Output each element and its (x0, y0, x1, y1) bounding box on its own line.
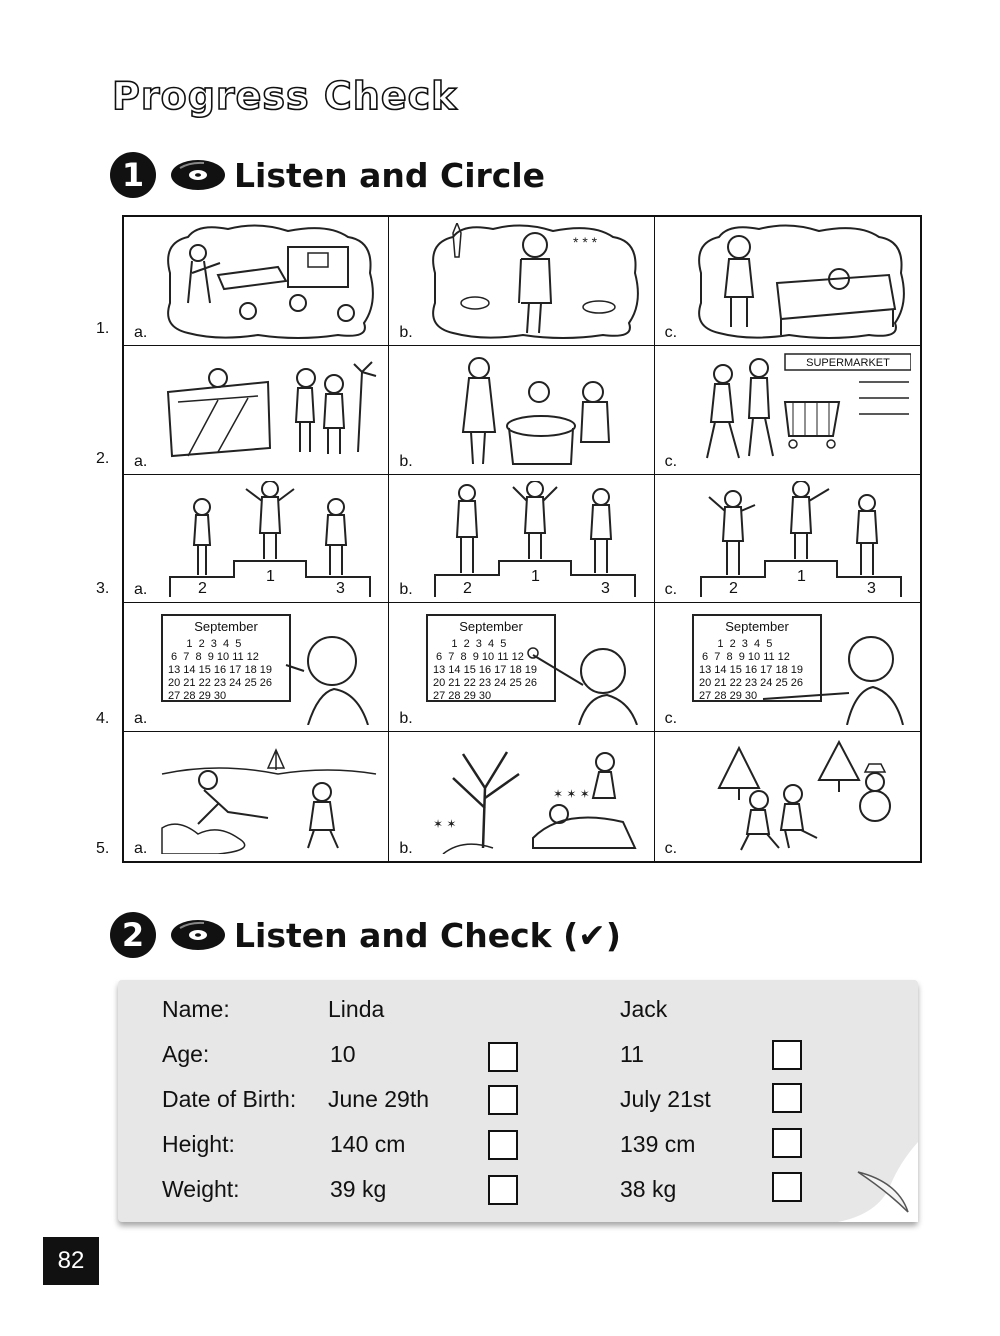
jack-age-checkbox[interactable] (772, 1040, 802, 1070)
option-label: c. (664, 840, 678, 857)
podium-place: 3 (601, 579, 611, 597)
option-label: a. (134, 452, 148, 470)
option-label: a. (134, 840, 148, 857)
linda-weight: 39 kg (330, 1176, 387, 1202)
linda-age-checkbox[interactable] (488, 1042, 518, 1072)
jack-date-of-birth-checkbox[interactable] (772, 1083, 802, 1113)
calendar-week: 13 14 15 16 17 18 19 (168, 664, 272, 677)
option-2a[interactable] (124, 346, 389, 475)
podium-place: 1 (266, 567, 275, 585)
row-number-4: 4. (96, 710, 110, 727)
sick-in-bed-picture (689, 223, 911, 339)
linda-date-of-birth: June 29th (328, 1086, 430, 1112)
calendar-week: 1 2 3 4 5 (698, 638, 773, 651)
jack-weight-checkbox[interactable] (772, 1172, 802, 1202)
podium-picture (158, 481, 380, 597)
jack-date-of-birth: July 21st (620, 1086, 711, 1112)
label-date-of-birth: Date of Birth: (162, 1086, 297, 1112)
option-5b[interactable] (389, 732, 654, 861)
label-height: Height: (162, 1131, 235, 1157)
podium-place: 3 (336, 579, 345, 597)
section-1-title: Listen and Circle (234, 155, 546, 195)
podium-place: 1 (531, 567, 541, 585)
option-4c[interactable] (655, 603, 920, 732)
podium-place: 2 (198, 579, 207, 597)
calendar-picture (423, 609, 645, 725)
supermarket-sign: SUPERMARKET (805, 356, 890, 369)
jack-weight: 38 kg (620, 1176, 677, 1202)
calendar-week: 20 21 22 23 24 25 26 (433, 677, 538, 690)
linda-age: 10 (330, 1041, 356, 1067)
linda-weight-checkbox[interactable] (488, 1175, 518, 1205)
option-5c[interactable] (655, 732, 920, 861)
linda-height-checkbox[interactable] (488, 1130, 518, 1160)
row-number-1: 1. (96, 320, 110, 337)
calendar-week: 27 28 29 30 (168, 690, 227, 703)
option-3a[interactable] (124, 475, 389, 604)
option-4b[interactable] (389, 603, 654, 732)
section-2-heading (110, 912, 621, 958)
page-title: Progress Check (112, 74, 458, 118)
linda-date-of-birth-checkbox[interactable] (488, 1085, 518, 1115)
calendar-picture (689, 609, 911, 725)
row-number-5: 5. (96, 840, 110, 857)
supermarket-picture (689, 352, 911, 468)
jack-height-checkbox[interactable] (772, 1128, 802, 1158)
option-label: b. (399, 323, 413, 341)
calendar-week: 20 21 22 23 24 25 26 (698, 677, 803, 690)
option-label: b. (399, 840, 413, 857)
podium-picture (689, 481, 911, 597)
calendar-picture (158, 609, 380, 725)
option-4a[interactable] (124, 603, 389, 732)
jack-name: Jack (620, 996, 668, 1022)
label-age: Age: (162, 1041, 210, 1067)
astronaut-picture (423, 223, 645, 339)
option-label: b. (399, 452, 413, 470)
calendar-month: September (459, 619, 524, 635)
calendar-week: 27 28 29 30 (698, 690, 757, 703)
calendar-week: 13 14 15 16 17 18 19 (698, 664, 803, 677)
calendar-week: 1 2 3 4 5 (168, 638, 242, 651)
calendar-week: 1 2 3 4 5 (433, 638, 507, 651)
option-label: a. (134, 581, 148, 599)
svg-text:✶ ✶: ✶ ✶ (433, 817, 457, 832)
option-2c[interactable] (655, 346, 920, 475)
winter-snow-picture (689, 738, 911, 854)
page-number: 82 (43, 1237, 99, 1285)
option-label: c. (664, 710, 678, 728)
podium-picture (423, 481, 645, 597)
option-3c[interactable] (655, 475, 920, 604)
label-weight: Weight: (162, 1176, 240, 1202)
calendar-week: 20 21 22 23 24 25 26 (168, 677, 272, 690)
jack-age: 11 (620, 1041, 644, 1067)
option-label: c. (664, 323, 678, 341)
option-1b[interactable] (389, 217, 654, 346)
page-curl-icon (838, 1142, 918, 1222)
svg-text:* * *: * * * (573, 234, 598, 250)
svg-text:✶ ✶ ✶: ✶ ✶ ✶ (553, 787, 591, 802)
linda-height: 140 cm (330, 1131, 406, 1157)
calendar-week: 6 7 8 9 10 11 12 (168, 651, 259, 664)
cd-icon (170, 158, 226, 192)
jack-height: 139 cm (620, 1131, 696, 1157)
option-label: a. (134, 323, 148, 341)
option-2b[interactable] (389, 346, 654, 475)
option-label: c. (664, 452, 678, 470)
calendar-week: 6 7 8 9 10 11 12 (433, 651, 525, 664)
section-1-heading (110, 152, 545, 198)
option-3b[interactable] (389, 475, 654, 604)
podium-place: 2 (728, 579, 738, 597)
cafe-picture (423, 352, 645, 468)
summer-beach-picture (158, 738, 380, 854)
option-label: a. (134, 710, 148, 728)
playground-picture (158, 352, 380, 468)
autumn-leaves-picture (423, 738, 645, 854)
label-name: Name: (162, 996, 230, 1022)
calendar-week: 27 28 29 30 (433, 690, 492, 703)
calendar-week: 6 7 8 9 10 11 12 (698, 651, 790, 664)
classroom-picture (158, 223, 380, 339)
section-2-title: Listen and Check (✔) (234, 915, 621, 955)
cd-icon (170, 918, 226, 952)
podium-place: 3 (866, 579, 876, 597)
row-number-2: 2. (96, 450, 110, 467)
podium-place: 1 (796, 567, 806, 585)
section-2-number: 2 (110, 912, 156, 958)
listen-and-check-card (118, 980, 918, 1222)
option-1a[interactable] (124, 217, 389, 346)
option-label: b. (399, 581, 413, 599)
podium-place: 2 (463, 579, 473, 597)
row-number-3: 3. (96, 580, 110, 597)
calendar-month: September (194, 619, 258, 635)
option-5a[interactable] (124, 732, 389, 861)
calendar-week: 13 14 15 16 17 18 19 (433, 664, 538, 677)
option-label: c. (664, 581, 678, 599)
linda-name: Linda (328, 996, 385, 1022)
section-1-number: 1 (110, 152, 156, 198)
option-1c[interactable] (655, 217, 920, 346)
option-label: b. (399, 710, 413, 728)
calendar-month: September (724, 619, 789, 635)
listen-and-circle-grid (122, 215, 922, 863)
